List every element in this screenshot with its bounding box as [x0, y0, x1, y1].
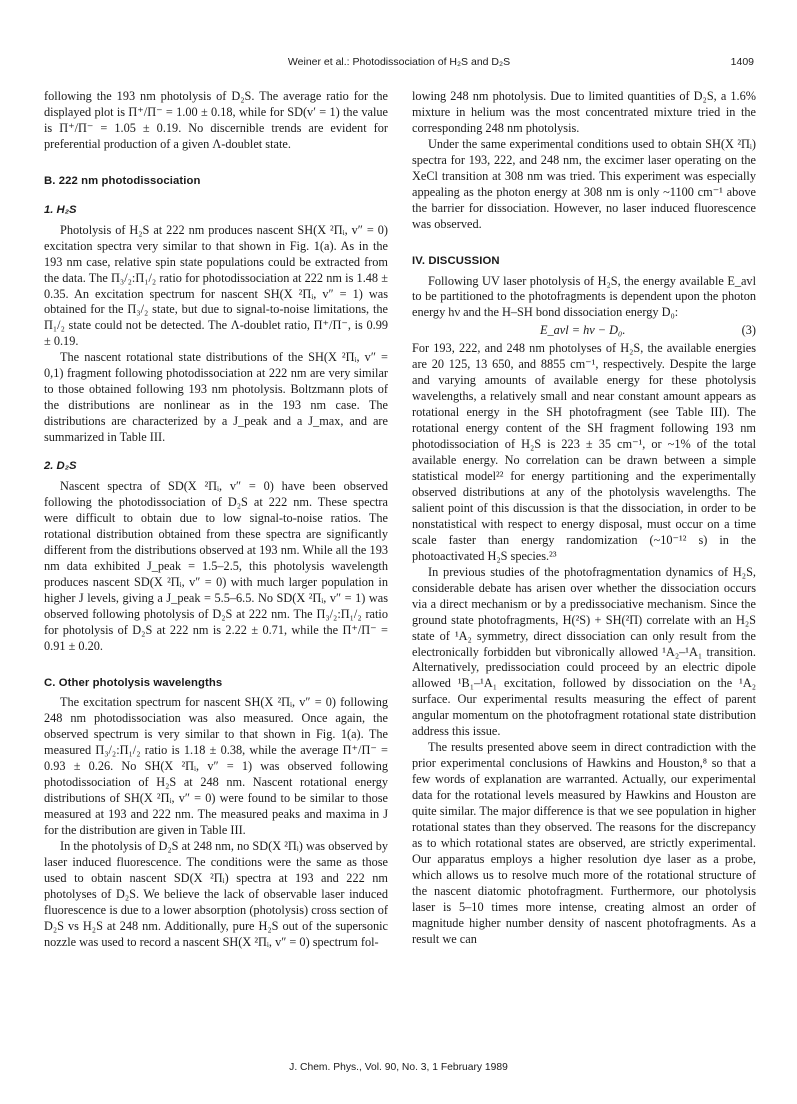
paragraph-available-energy: Following UV laser photolysis of H₂S, the energy available E_avl to be partitioned to the photofragments is dependent upon the photon energy hν and the H–SH bond dissociation energy D₀: — [412, 273, 756, 320]
journal-citation: J. Chem. Phys., Vol. 90, No. 3, 1 February 1989 — [289, 1062, 508, 1073]
running-title: Weiner et al.: Photodissociation of H₂S and D₂S — [287, 56, 511, 68]
paragraph-energies: For 193, 222, and 248 nm photolyses of H₂S, the available energies are 20 125, 13 650, and 8855 cm⁻¹, respectively. Despite the large and varying amounts of available energy for these photolysis wavelengths, a relatively small and near constant amount appears as rotational energy in the SH photofragment (see Table III). The rotational energy content of the SH fragment following 193 nm photodissociation of H₂S is 223 ± 35 cm⁻¹, or ~1% of the total available energy. No correlation can be drawn between a simple statistical model²² for energy partitioning and the experimentally observed distributions at any of the photolysis wavelengths. The salient point of this discussion is that the dissociation, in order to be nonstatistical with respect to energy disposal, must occur on a time scale faster than energy randomization (~10⁻¹² s) in the photoactivated H₂S species.²³ — [412, 341, 756, 563]
equation-expression: E_avl = hν − D₀. — [540, 323, 626, 338]
paragraph-hawkins-houston: The results presented above seem in direct contradiction with the prior experimental conclusions of Hawkins and Houston,⁸ so that a few words of explanation are warranted. Actually, our experimental data for the rotational levels measured by Hawkins and Houston are quite similar. The major difference is that we see population in higher rotational states than they observed. The reasons for the discrepancy as to which rotational states are observed, are strictly experimental. Our apparatus employs a higher resolution dye laser as a probe, which allows us to resolve much more of the rotational structure of the nascent diatomic photofragment. Furthermore, our photolysis laser is 5–10 times more intense, creating almost an order of magnitude higher number density of nascent photofragments. As a result we can — [412, 740, 756, 946]
equation-3 — [412, 323, 756, 339]
paragraph-rotational-222: The nascent rotational state distributions of the SH(X ²Πᵢ, v″ = 0,1) fragment following photodissociation at 222 nm are very similar to those obtained following 193 nm photolysis. Boltzmann plots of the distributions are nonlinear as in the 193 nm case. The distributions are characterized by a J_peak and a J_max, and are summarized in Table III. — [44, 350, 388, 445]
paragraph-continued: following the 193 nm photolysis of D₂S. The average ratio for the displayed plot is Π⁺/Π⁻ = 1.00 ± 0.18, while for SD(v′ = 1) the value is Π⁺/Π⁻ = 1.05 ± 0.19. No discernible trends are evident for preferential production of a given Λ-doublet state. — [44, 89, 388, 151]
paragraph-248-h2s: The excitation spectrum for nascent SH(X ²Πᵢ, v″ = 0) following 248 nm photodissociation was also measured. Once again, the observed spectrum is very similar to that shown in Fig. 1(a). The measured Π₃/₂:Π₁/₂ ratio is 1.18 ± 0.38, while the average Π⁺/Π⁻ = 0.93 ± 0.26. No SH(X ²Πᵢ, v″ = 1) was observed following photodissociation of H₂S at 248 nm. Nascent rotational energy distributions of SH(X ²Πᵢ, v″ = 0) were found to be similar to those measured at 193 and 222 nm. The measured peaks and maxima in J for the distribution are given in Table III. — [44, 695, 388, 838]
section-heading-b: B. 222 nm photodissociation — [44, 174, 201, 187]
paragraph-308nm: Under the same experimental conditions used to obtain SH(X ²Πᵢ) spectra for 193, 222, and 248 nm, the excimer laser operating on the XeCl transition at 308 nm was tried. This experiment was especially appealing as the photon energy at 308 nm is only ~1100 cm⁻¹ above the barrier for dissociation. However, no laser induced fluorescence was observed. — [412, 136, 756, 231]
subsection-heading-d2s: 2. D₂S — [44, 460, 77, 473]
right-column — [412, 89, 756, 948]
subsection-heading-h2s: 1. H₂S — [44, 203, 77, 216]
section-heading-c: C. Other photolysis wavelengths — [44, 676, 223, 689]
paragraph-mechanism: In previous studies of the photofragmentation dynamics of H₂S, considerable debate has arisen over whether the dissociation occurs via a direct mechanism or by a predissociative mechanism. Since the ground state photofragments, H(²S) + SH(²Π) correlate with an H₂S state of ¹A₂ symmetry, direct dissociation can only result from the electronically forbidden but vibronically allowed ¹A₂–¹A₁ transition. Alternatively, predissociation could proceed by an electric dipole allowed ¹B₁–¹A₁ excitation, followed by dissociation on the ¹A₂ surface. Our experimental results measuring the effect of parent angular momentum on the photofragment rotational state distribution address this issue. — [412, 564, 756, 739]
paragraph-continued-right: lowing 248 nm photolysis. Due to limited quantities of D₂S, a 1.6% mixture in helium was the most concentrated mixture tried in the corresponding 248 nm photolysis. — [412, 89, 756, 135]
paragraph-248-d2s: In the photolysis of D₂S at 248 nm, no SD(X ²Πᵢ) was observed by laser induced fluorescence. The conditions were the same as those used to obtain nascent SD(X ²Πᵢ) spectra at 193 and 222 nm photolyses of D₂S. We believe the lack of observable laser induced fluorescence is due to a lower absorption (photolysis) cross section of D₂S vs H₂S at 248 nm. Additionally, pure H₂S out of the supersonic nozzle was used to record a nascent SH(X ²Πᵢ, v″ = 0) spectrum fol- — [44, 839, 388, 949]
section-heading-discussion: IV. DISCUSSION — [412, 254, 500, 267]
left-column — [44, 89, 388, 951]
running-head — [44, 56, 754, 72]
paragraph-d2s-222: Nascent spectra of SD(X ²Πᵢ, v″ = 0) have been observed following the photodissociation of D₂S at 222 nm. These spectra were difficult to obtain due to low signal-to-noise ratios. The rotational distribution obtained from these spectra are significantly different from the distributions observed at 193 nm. While all the 193 nm data exhibited J_peak = 1.5–2.5, this photolysis wavelength produces nascent SD(X ²Πᵢ, v″ = 0) with much larger population in higher J levels, giving a J_peak = 5.5–6.5. No SD(X ²Πᵢ, v″ = 1) was observed following photolysis of D₂S at 222 nm. The Π₃/₂:Π₁/₂ ratio for photolysis of D₂S at 222 nm is 2.22 ± 0.71, while the Π⁺/Π⁻ = 0.91 ± 0.20. — [44, 479, 388, 653]
equation-number: (3) — [741, 323, 756, 338]
page-number: 1409 — [730, 56, 754, 68]
paragraph-h2s-222: Photolysis of H₂S at 222 nm produces nascent SH(X ²Πᵢ, v″ = 0) excitation spectra very similar to that shown in Fig. 1(a). As in the 193 nm case, relative spin state populations could be extracted from the data. The Π₃/₂:Π₁/₂ ratio for photodissociation at 222 nm is 1.48 ± 0.35. An excitation spectrum for nascent SH(X ²Πᵢ, v″ = 1) was obtained for the Π₃/₂ state, but due to signal-to-noise limitations, the Π₁/₂ state could not be detected. The Λ-doublet ratio, Π⁺/Π⁻, is 0.99 ± 0.19. — [44, 222, 388, 349]
